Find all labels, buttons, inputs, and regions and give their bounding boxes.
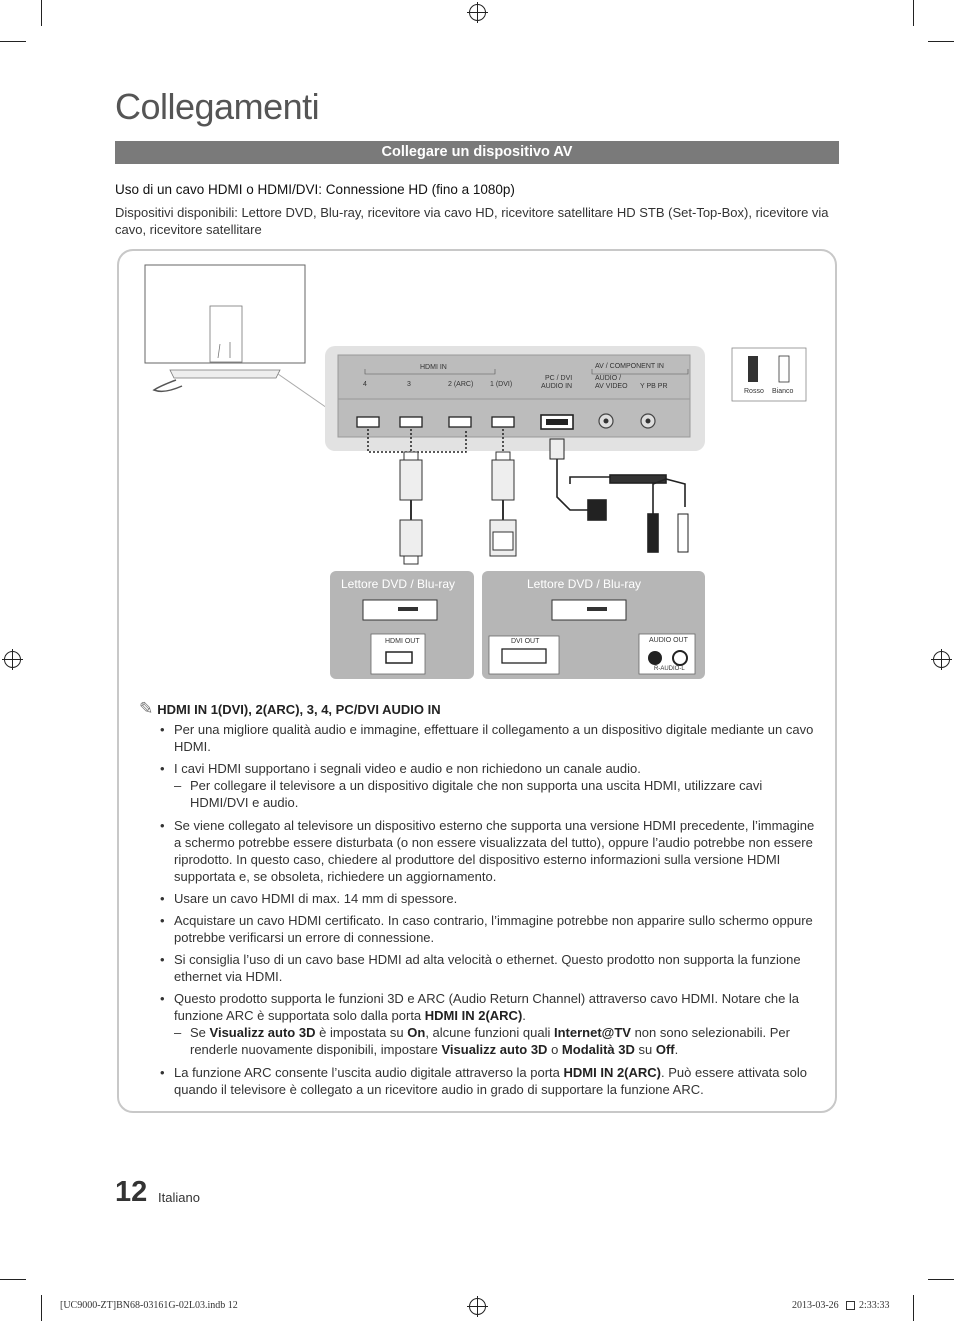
port-label-4: 4 [363, 381, 367, 388]
notes-heading: ✎ HDMI IN 1(DVI), 2(ARC), 3, 4, PC/DVI AUDIO IN [139, 699, 441, 718]
crop-mark [0, 41, 26, 42]
footer-date: 2013-03-26 [792, 1300, 839, 1311]
device-label-right: Lettore DVD / Blu-ray [527, 577, 642, 591]
pc-dvi-audio-port [541, 415, 573, 429]
hdmi-port-1 [492, 417, 514, 427]
white-plug-icon [779, 356, 789, 382]
page-language: Italiano [158, 1190, 200, 1205]
av-component-label: AV / COMPONENT IN [595, 363, 664, 370]
section-heading: Collegare un dispositivo AV [115, 141, 839, 164]
hdmi-in-label: HDMI IN [420, 364, 447, 371]
intro-text: Dispositivi disponibili: Lettore DVD, Blu-ray, ricevitore via cavo HD, ricevitore satellitare HD STB (Set-Top-Box), ricevitore via cavo, ricevitore satellitare [115, 205, 829, 237]
registration-mark-icon [4, 651, 21, 668]
hdmi-port-3 [400, 417, 422, 427]
av-video-label: AV VIDEO [595, 383, 628, 390]
list-item: • Usare un cavo HDMI di max. 14 mm di spessore. [160, 890, 820, 907]
port-label-1: 1 (DVI) [490, 381, 513, 388]
notes-list [160, 721, 820, 1103]
port-label-2: 2 (ARC) [448, 381, 474, 388]
rosso-label: Rosso [744, 388, 764, 395]
hdmi-dvi-cable-icon [490, 452, 516, 556]
footer-file: [UC9000-ZT]BN68-03161G-02L03.indb 12 [60, 1300, 238, 1311]
red-plug-icon [748, 356, 758, 382]
crop-mark [928, 1279, 954, 1280]
footer-time: 2:33:33 [859, 1300, 890, 1311]
list-item: • Questo prodotto supporta le funzioni 3D e ARC (Audio Return Channel) attraverso cavo HDMI. Notare che la funzione ARC è supportata solo dalla porta HDMI IN 2(ARC). [160, 990, 820, 1024]
crop-mark [913, 1295, 914, 1321]
hdmi-port-4 [357, 417, 379, 427]
page-number: 12 [115, 1176, 148, 1208]
dvd-player-icon [552, 600, 626, 620]
bianco-label: Bianco [772, 388, 794, 395]
subheading: Uso di un cavo HDMI o HDMI/DVI: Connessione HD (fino a 1080p) [115, 182, 515, 197]
list-subitem: – Per collegare il televisore a un dispositivo digitale che non supporta una uscita HDMI, utilizzare cavi HDMI/DVI e audio. [160, 777, 820, 811]
list-item: • Si consiglia l’uso di un cavo base HDMI ad alta velocità o ethernet. Questo prodotto non supporta la funzione ethernet via HDMI. [160, 951, 820, 985]
crop-mark [928, 41, 954, 42]
list-item: • Se viene collegato al televisore un dispositivo esterno che supporta una versione HDMI precedente, l’immagine a schermo potrebbe essere disturbata (o non essere visualizzata del tutto), oppure l’audio potrebbe non essere riprodotto. In questo caso, chiedere al produttore del dispositivo esterno informazioni sulla versione HDMI supportata e, se obsoleta, richiedere un aggiornamento. [160, 817, 820, 885]
connection-diagram [140, 262, 820, 687]
list-item: • La funzione ARC consente l’uscita audio digitale attraverso la porta HDMI IN 2(ARC). Può essere attivata solo quando il televisore è collegato a un ricevitore audio in grado di supportare la funzione ARC. [160, 1064, 820, 1098]
page-title: Collegamenti [115, 86, 320, 127]
list-item: • Per una migliore qualità audio e immagine, effettuare il collegamento a un dispositivo digitale mediante un cavo HDMI. [160, 721, 820, 755]
crop-mark [913, 0, 914, 26]
hdmi-port-2 [449, 417, 471, 427]
hdmi-out-label: HDMI OUT [385, 638, 420, 645]
tv-illustration [145, 265, 330, 410]
registration-mark-icon [469, 1298, 486, 1315]
pc-dvi-label: PC / DVI [545, 375, 573, 382]
registration-mark-icon [469, 4, 486, 21]
audio-label: AUDIO / [595, 375, 622, 382]
r-audio-l-label: R-AUDIO-L [654, 666, 685, 672]
list-item: • I cavi HDMI supportano i segnali video e audio e non richiedono un canale audio. [160, 760, 820, 777]
audio-in-label: AUDIO IN [541, 383, 573, 390]
list-subitem: – Se Visualizz auto 3D è impostata su On, alcune funzioni quali Internet@TV non sono selezionabili. Per renderle nuovamente disponibili, impostare Visualizz auto 3D o Modalità 3D su Off. [160, 1024, 820, 1058]
list-item: • Acquistare un cavo HDMI certificato. In caso contrario, l’immagine potrebbe non apparire sullo schermo oppure potrebbe verificarsi un errore di connessione. [160, 912, 820, 946]
audio-out-label: AUDIO OUT [649, 637, 688, 644]
calendar-icon [846, 1301, 855, 1310]
ypbpr-label: Y PB PR [640, 383, 668, 390]
audio-cable-icon [550, 439, 688, 552]
device-label-left: Lettore DVD / Blu-ray [341, 577, 456, 591]
port-label-3: 3 [407, 381, 411, 388]
crop-mark [41, 1295, 42, 1321]
crop-mark [0, 1279, 26, 1280]
hdmi-cable-icon [400, 452, 422, 564]
crop-mark [41, 0, 42, 26]
dvi-out-label: DVI OUT [511, 638, 540, 645]
dvd-player-icon [363, 600, 437, 620]
registration-mark-icon [933, 651, 950, 668]
pencil-note-icon: ✎ [139, 699, 154, 718]
